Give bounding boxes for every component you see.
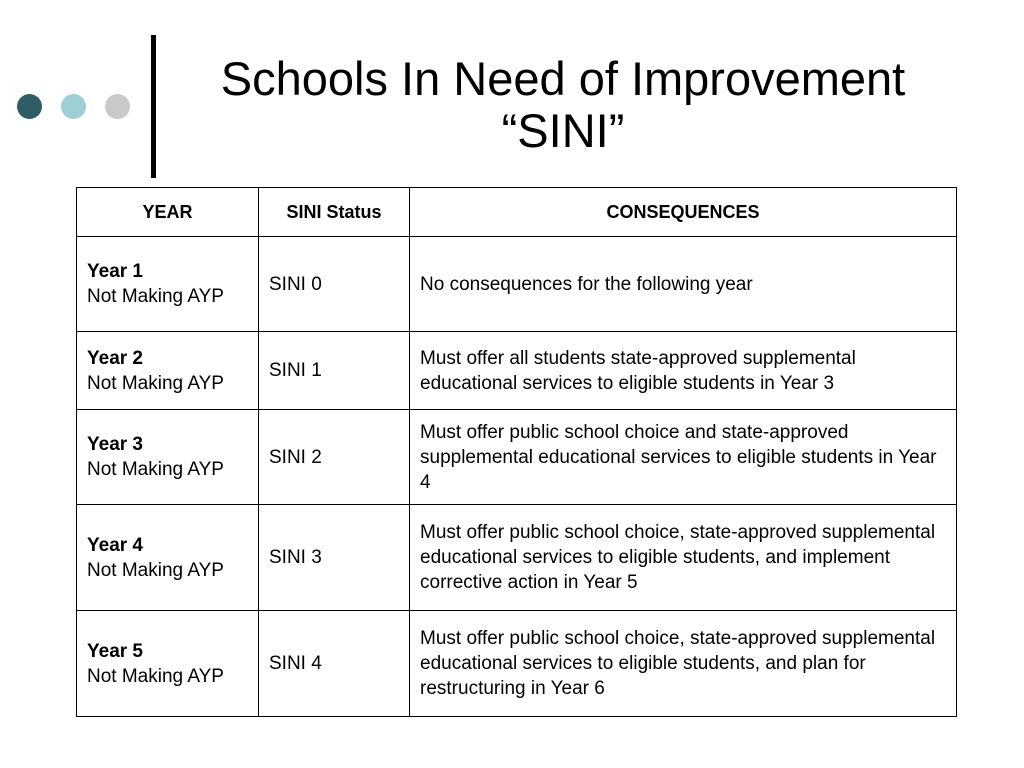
table-row (77, 410, 957, 505)
year-label: Year 1 (87, 261, 143, 282)
slide-title-line2: “SINI” (501, 104, 625, 157)
year-label: Year 4 (87, 534, 143, 556)
status-cell: SINI 0 (259, 237, 410, 332)
table-row (77, 505, 957, 611)
consequence-cell: Must offer public school choice and state-approved supplemental educational services to eligible students in Year 4 (410, 410, 957, 505)
consequence-cell: Must offer public school choice, state-approved supplemental educational services to eligible students, and plan for restructuring in Year 6 (410, 611, 957, 717)
year-label: Year 5 (87, 640, 143, 662)
consequence-cell: Must offer public school choice, state-approved supplemental educational services to eligible students, and implement corrective action in Year 5 (410, 505, 957, 611)
table-row (77, 611, 957, 717)
year-sub-label: Not Making AYP (87, 286, 224, 307)
header-year: YEAR (77, 188, 259, 237)
dot-dark-teal (17, 94, 42, 119)
status-cell: SINI 1 (259, 332, 410, 410)
year-sub-label: Not Making AYP (87, 559, 224, 581)
slide-title (160, 53, 966, 157)
table-row (77, 237, 957, 332)
year-label: Year 2 (87, 347, 143, 369)
consequence-cell: Must offer all students state-approved supplemental educational services to eligible students in Year 3 (410, 332, 957, 410)
year-sub-label: Not Making AYP (87, 459, 224, 480)
year-cell (77, 332, 259, 410)
table-row (77, 332, 957, 410)
status-cell: SINI 3 (259, 505, 410, 611)
dot-gray (105, 94, 130, 119)
year-cell (77, 505, 259, 611)
header-sini-status: SINI Status (259, 188, 410, 237)
table-header-row (77, 188, 957, 237)
year-label: Year 3 (87, 434, 143, 455)
sini-table (76, 187, 957, 717)
year-sub-label: Not Making AYP (87, 372, 224, 394)
year-cell (77, 237, 259, 332)
header-consequences: CONSEQUENCES (410, 188, 957, 237)
year-cell (77, 611, 259, 717)
year-cell (77, 410, 259, 505)
year-sub-label: Not Making AYP (87, 665, 224, 687)
slide-title-line1: Schools In Need of Improvement (220, 52, 906, 105)
title-divider (151, 35, 156, 178)
decorative-dots (17, 94, 137, 120)
status-cell: SINI 2 (259, 410, 410, 505)
consequence-cell: No consequences for the following year (410, 237, 957, 332)
dot-light-teal (61, 94, 86, 119)
status-cell: SINI 4 (259, 611, 410, 717)
